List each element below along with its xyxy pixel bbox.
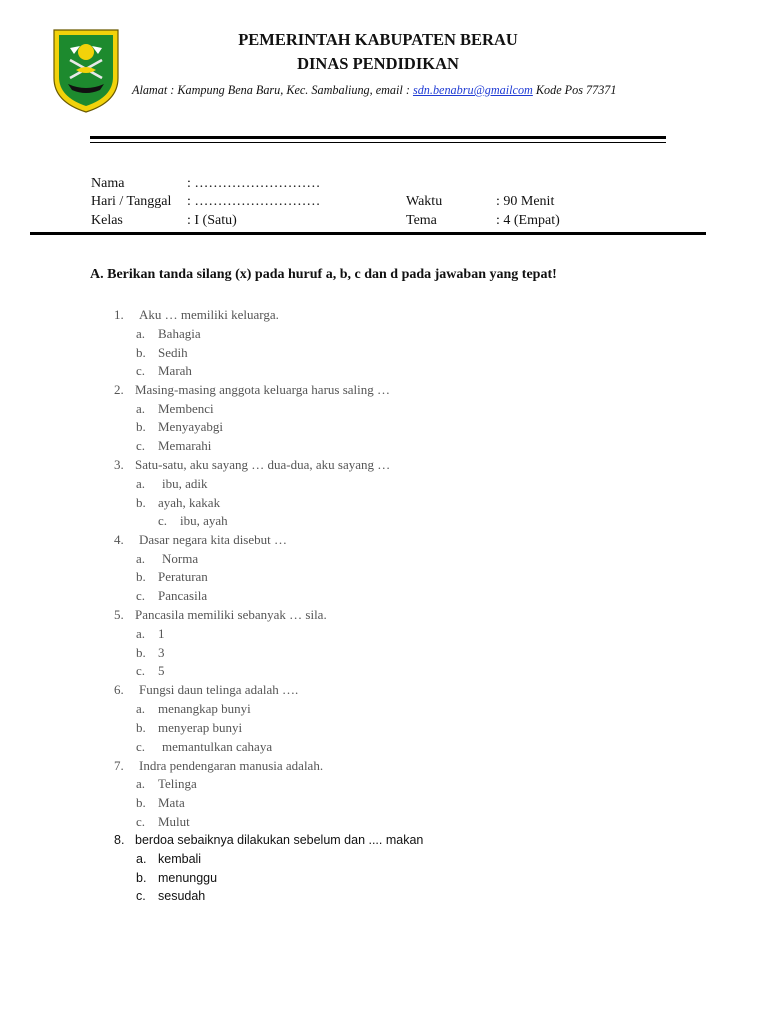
option-letter: c. [136, 663, 146, 678]
address-line [132, 83, 616, 98]
option-letter: c. [136, 363, 146, 378]
question-number: 5. [114, 607, 124, 622]
option-letter: c. [136, 889, 146, 903]
question-number: 4. [114, 532, 124, 547]
option-letter: c. [136, 588, 146, 603]
option-text[interactable]: Telinga [158, 776, 197, 791]
option-letter: b. [136, 720, 146, 735]
question-number: 7. [114, 758, 124, 773]
section-instruction: A. Berikan tanda silang (x) pada huruf a, b, c dan d pada jawaban yang tepat! [90, 267, 557, 282]
option-text[interactable]: Norma [162, 551, 199, 566]
option-text[interactable]: Peraturan [158, 569, 208, 584]
option-letter: c. [158, 513, 168, 528]
option-text[interactable]: ibu, ayah [180, 513, 228, 528]
option-text[interactable]: Pancasila [158, 588, 208, 603]
option-letter: b. [136, 495, 146, 510]
option-text[interactable]: Mata [158, 795, 185, 810]
option-letter: a. [136, 701, 146, 716]
question-number: 8. [114, 833, 125, 847]
option-letter: a. [136, 401, 146, 416]
info-divider [30, 232, 706, 235]
option-text[interactable]: memantulkan cahaya [162, 739, 273, 754]
option-text[interactable]: 1 [158, 626, 165, 641]
nama-field[interactable]: : ……………………… [187, 176, 321, 191]
question-text: Satu-satu, aku sayang … dua-dua, aku sayang … [135, 457, 391, 472]
option-letter: a. [136, 776, 146, 791]
option-text[interactable]: Mulut [158, 814, 190, 829]
option-text[interactable]: 3 [158, 645, 165, 660]
nama-label: Nama [91, 176, 125, 191]
header-divider-thin [90, 142, 666, 143]
option-text[interactable]: Bahagia [158, 326, 201, 341]
tema-value: : 4 (Empat) [496, 213, 560, 228]
question-text: berdoa sebaiknya dilakukan sebelum dan .... makan [135, 833, 424, 847]
question-text: Pancasila memiliki sebanyak … sila. [135, 607, 327, 622]
address-suffix: Kode Pos 77371 [535, 83, 617, 97]
option-text[interactable]: Menyayabgi [158, 419, 223, 434]
question-number: 6. [114, 682, 124, 697]
option-text[interactable]: ibu, adik [162, 476, 208, 491]
kelas-value: : I (Satu) [187, 213, 237, 228]
option-letter: c. [136, 739, 146, 754]
option-text[interactable]: kembali [158, 852, 202, 866]
question-text: Aku … memiliki keluarga. [139, 307, 279, 322]
option-letter: b. [136, 419, 146, 434]
option-text[interactable]: menunggu [158, 871, 218, 885]
question-number: 1. [114, 307, 124, 322]
question-text: Masing-masing anggota keluarga harus saling … [135, 382, 391, 397]
option-text[interactable]: sesudah [158, 889, 206, 903]
option-letter: c. [136, 814, 146, 829]
option-letter: b. [136, 645, 146, 660]
option-letter: b. [136, 569, 146, 584]
option-text[interactable]: Sedih [158, 345, 188, 360]
option-letter: b. [136, 345, 146, 360]
option-letter: a. [136, 476, 146, 491]
option-letter: a. [136, 626, 146, 641]
kelas-label: Kelas [91, 213, 123, 228]
option-letter: a. [136, 326, 146, 341]
tema-label: Tema [406, 213, 437, 228]
option-text[interactable]: Marah [158, 363, 192, 378]
department-title: DINAS PENDIDIKAN [297, 54, 459, 73]
option-letter: a. [136, 551, 146, 566]
option-letter: c. [136, 438, 146, 453]
option-text[interactable]: Memarahi [158, 438, 212, 453]
question-text: Fungsi daun telinga adalah …. [139, 682, 299, 697]
question-text: Dasar negara kita disebut … [139, 532, 288, 547]
question-text: Indra pendengaran manusia adalah. [139, 758, 324, 773]
waktu-label: Waktu [406, 194, 443, 209]
question-number: 2. [114, 382, 124, 397]
option-text[interactable]: menangkap bunyi [158, 701, 251, 716]
tanggal-field[interactable]: : ……………………… [187, 194, 321, 209]
waktu-value: : 90 Menit [496, 194, 555, 209]
tanggal-label: Hari / Tanggal [91, 194, 172, 209]
option-text[interactable]: Membenci [158, 401, 214, 416]
option-text[interactable]: 5 [158, 663, 165, 678]
address-prefix: Alamat : Kampung Bena Baru, Kec. Sambaliung, email : [132, 83, 410, 97]
government-title: PEMERINTAH KABUPATEN BERAU [238, 30, 518, 49]
option-text[interactable]: menyerap bunyi [158, 720, 243, 735]
option-letter: a. [136, 852, 147, 866]
option-text[interactable]: ayah, kakak [158, 495, 221, 510]
option-letter: b. [136, 871, 147, 885]
email-link[interactable]: sdn.benabru@gmailcom [412, 83, 533, 97]
question-number: 3. [114, 457, 124, 472]
header-divider-thick [90, 136, 666, 139]
option-letter: b. [136, 795, 146, 810]
